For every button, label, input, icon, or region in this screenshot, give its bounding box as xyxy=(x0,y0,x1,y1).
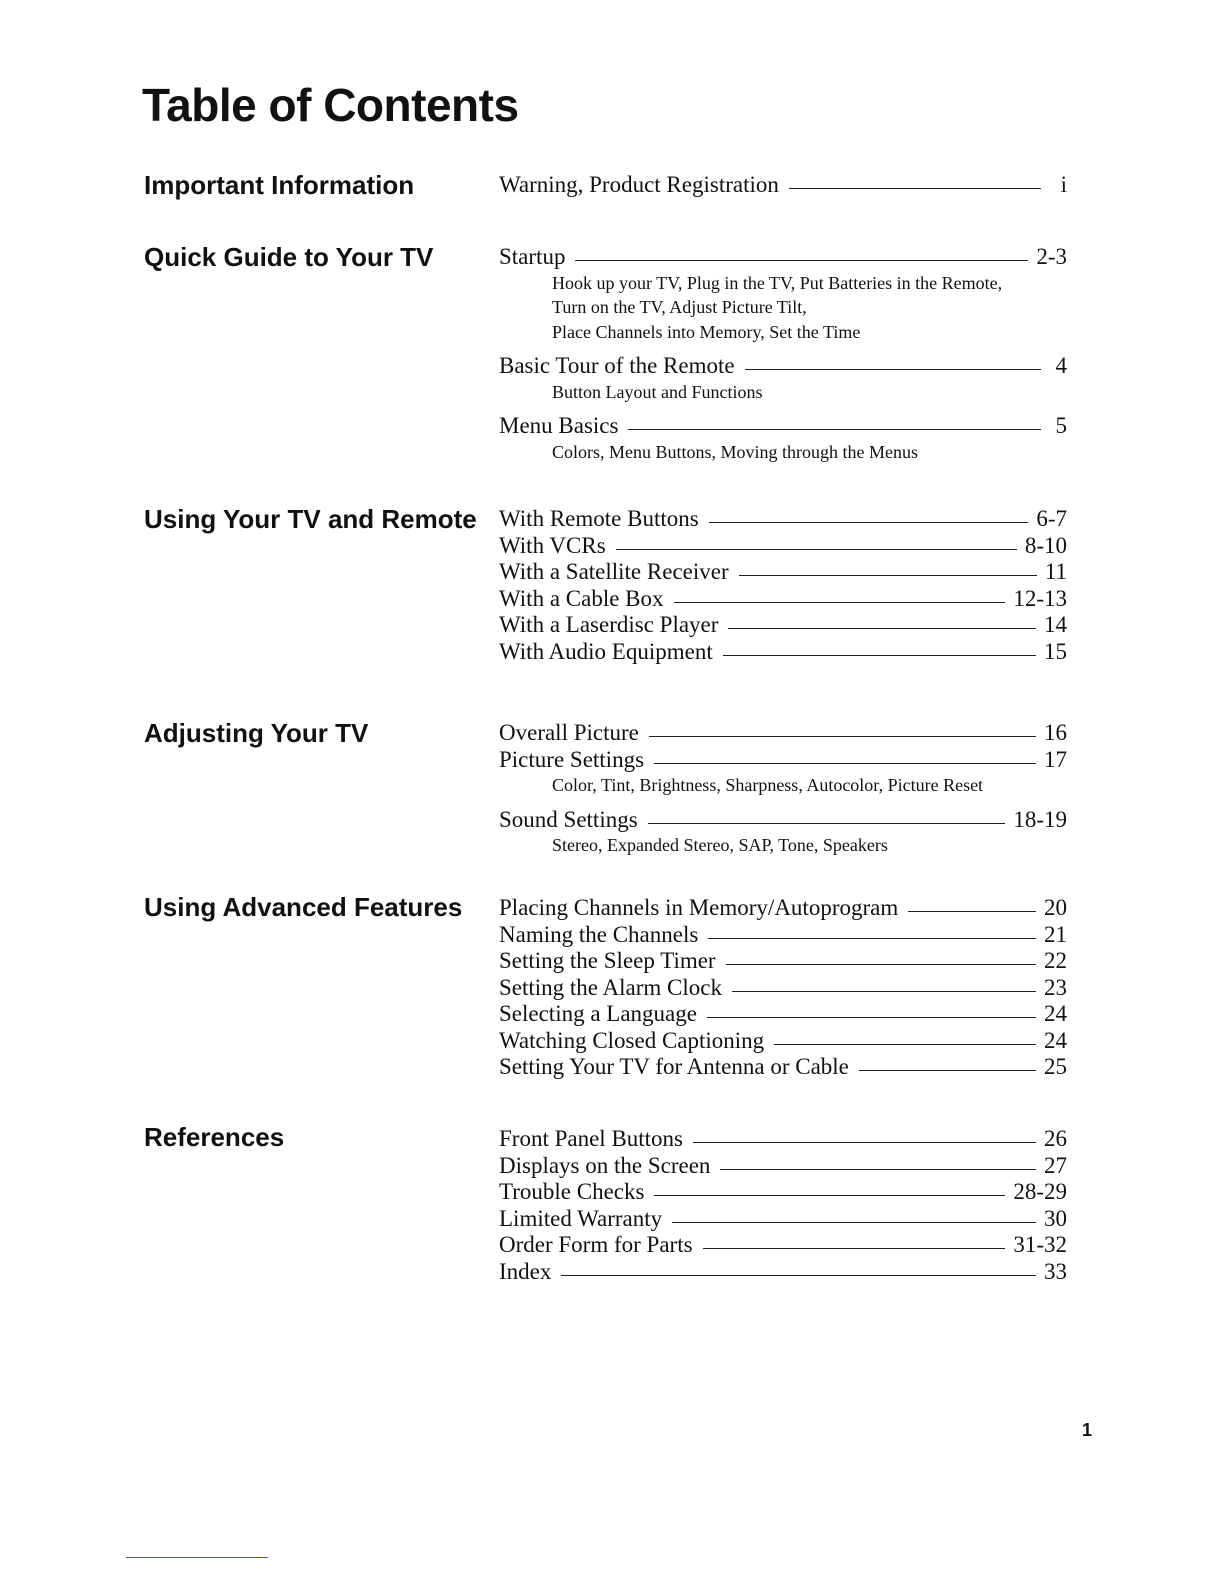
dot-leader xyxy=(654,763,1036,764)
toc-entry-description: Stereo, Expanded Stereo, SAP, Tone, Speakers xyxy=(552,835,888,855)
toc-entry-label: Warning, Product Registration xyxy=(499,172,779,197)
section-title-adjusting-tv: Adjusting Your TV xyxy=(144,718,369,748)
toc-entry[interactable] xyxy=(499,1028,1067,1055)
toc-entry-page: 25 xyxy=(1044,1054,1067,1079)
toc-entry[interactable] xyxy=(499,413,1067,440)
toc-entry[interactable] xyxy=(499,1259,1067,1286)
section-title-using-tv-remote: Using Your TV and Remote xyxy=(144,504,477,534)
toc-entry-label: With a Satellite Receiver xyxy=(499,559,729,584)
toc-entry-label: Startup xyxy=(499,244,566,269)
toc-entry-label: With VCRs xyxy=(499,532,606,558)
dot-leader xyxy=(774,1044,1036,1045)
dot-leader xyxy=(674,602,1006,603)
toc-entry[interactable] xyxy=(499,895,1067,922)
toc-entry[interactable] xyxy=(499,1126,1067,1153)
toc-entry-label: With a Laserdisc Player xyxy=(499,612,719,637)
toc-entry[interactable] xyxy=(499,506,1067,533)
section-entries-adjusting-tv xyxy=(499,720,1067,858)
footer-rule xyxy=(126,1557,268,1558)
toc-entry-label: Trouble Checks xyxy=(499,1179,645,1204)
toc-entry-page: 4 xyxy=(1055,353,1067,378)
dot-leader xyxy=(908,911,1036,912)
toc-entry-page: 15 xyxy=(1044,638,1067,664)
section-entries-important-information xyxy=(499,172,1067,199)
section-entries-advanced-features xyxy=(499,895,1067,1081)
toc-entry-description: Hook up your TV, Plug in the TV, Put Batteries in the Remote, xyxy=(552,272,1003,293)
section-title-important-information: Important Information xyxy=(144,170,415,200)
toc-entry-page: 24 xyxy=(1044,1001,1067,1026)
section-title-advanced-features: Using Advanced Features xyxy=(144,892,463,922)
dot-leader xyxy=(703,1248,1006,1249)
dot-leader xyxy=(707,1017,1036,1018)
toc-entry-label: Index xyxy=(499,1258,552,1284)
toc-entry[interactable] xyxy=(499,1054,1067,1081)
toc-entry[interactable] xyxy=(499,747,1067,774)
toc-entry-page: 21 xyxy=(1044,921,1067,947)
toc-entry-label: With Audio Equipment xyxy=(499,638,713,664)
toc-entry[interactable] xyxy=(499,1232,1067,1259)
dot-leader xyxy=(672,1222,1036,1223)
toc-entry-page: 18-19 xyxy=(1013,806,1067,832)
section-title-references: References xyxy=(144,1122,285,1152)
dot-leader xyxy=(628,429,1041,430)
toc-entry[interactable] xyxy=(499,559,1067,586)
toc-entry-label: Displays on the Screen xyxy=(499,1152,711,1178)
toc-entry[interactable] xyxy=(499,922,1067,949)
dot-leader xyxy=(575,260,1028,261)
dot-leader xyxy=(616,549,1017,550)
toc-entry[interactable] xyxy=(499,586,1067,613)
toc-entry[interactable] xyxy=(499,720,1067,747)
dot-leader xyxy=(745,369,1041,370)
toc-entry-page: 17 xyxy=(1044,746,1067,772)
dot-leader xyxy=(561,1275,1036,1276)
toc-entry-page: 27 xyxy=(1044,1152,1067,1178)
section-title-quick-guide: Quick Guide to Your TV xyxy=(144,242,434,272)
toc-entry-label: With Remote Buttons xyxy=(499,506,699,531)
toc-entry-page: 11 xyxy=(1044,559,1067,584)
toc-entry-page: 20 xyxy=(1044,895,1067,920)
toc-entry[interactable] xyxy=(499,1179,1067,1206)
toc-entry-label: Watching Closed Captioning xyxy=(499,1027,765,1053)
toc-entry-label: With a Cable Box xyxy=(499,585,664,611)
dot-leader xyxy=(709,522,1029,523)
toc-entry-page: 12-13 xyxy=(1013,585,1067,611)
toc-entry[interactable] xyxy=(499,533,1067,560)
toc-entry[interactable] xyxy=(499,975,1067,1002)
dot-leader xyxy=(648,823,1006,824)
toc-entry-page: 30 xyxy=(1044,1205,1067,1231)
dot-leader xyxy=(728,628,1036,629)
page-number: 1 xyxy=(1082,1420,1093,1440)
section-entries-quick-guide xyxy=(499,244,1067,464)
dot-leader xyxy=(693,1142,1036,1143)
toc-entry-label: Setting the Sleep Timer xyxy=(499,948,716,973)
toc-entry-label: Picture Settings xyxy=(499,746,645,772)
toc-entry-label: Menu Basics xyxy=(499,413,619,438)
toc-entry[interactable] xyxy=(499,612,1067,639)
toc-entry-page: 23 xyxy=(1044,974,1067,1000)
toc-entry[interactable] xyxy=(499,172,1067,199)
dot-leader xyxy=(726,964,1036,965)
dot-leader xyxy=(654,1195,1005,1196)
toc-entry-page: 24 xyxy=(1044,1027,1067,1053)
toc-entry-page: 16 xyxy=(1044,720,1067,745)
dot-leader xyxy=(859,1070,1036,1071)
toc-entry-page: 2-3 xyxy=(1036,244,1067,269)
toc-entry-label: Front Panel Buttons xyxy=(499,1126,684,1151)
toc-entry-page: 14 xyxy=(1044,612,1067,637)
dot-leader xyxy=(649,736,1036,737)
dot-leader xyxy=(708,938,1036,939)
section-entries-references xyxy=(499,1126,1067,1285)
toc-entry-label: Order Form for Parts xyxy=(499,1232,693,1257)
page-title: Table of Contents xyxy=(142,79,519,131)
toc-entry-description: Place Channels into Memory, Set the Time xyxy=(552,321,861,342)
toc-entry-page: 31-32 xyxy=(1013,1232,1067,1257)
toc-entry-page: 6-7 xyxy=(1036,506,1067,531)
toc-entry[interactable] xyxy=(499,1206,1067,1233)
toc-entry-label: Naming the Channels xyxy=(499,921,699,947)
toc-entry-label: Limited Warranty xyxy=(499,1205,663,1231)
toc-entry-page: 26 xyxy=(1044,1126,1067,1151)
toc-entry-page: 5 xyxy=(1055,413,1067,438)
dot-leader xyxy=(739,575,1037,576)
toc-entry-description: Button Layout and Functions xyxy=(552,381,763,402)
toc-entry-page: 22 xyxy=(1044,948,1067,973)
dot-leader xyxy=(789,188,1041,189)
toc-entry[interactable] xyxy=(499,353,1067,380)
toc-entry-description: Color, Tint, Brightness, Sharpness, Autocolor, Picture Reset xyxy=(552,775,984,795)
toc-entry-label: Setting Your TV for Antenna or Cable xyxy=(499,1054,849,1079)
dot-leader xyxy=(732,991,1036,992)
toc-entry-label: Selecting a Language xyxy=(499,1001,697,1026)
toc-entry-description: Turn on the TV, Adjust Picture Tilt, xyxy=(552,297,807,317)
toc-entry[interactable] xyxy=(499,1001,1067,1028)
toc-entry[interactable] xyxy=(499,244,1067,271)
toc-entry-label: Placing Channels in Memory/Autoprogram xyxy=(499,895,899,920)
toc-entry[interactable] xyxy=(499,639,1067,666)
toc-entry[interactable] xyxy=(499,1153,1067,1180)
dot-leader xyxy=(723,655,1036,656)
toc-entry-label: Sound Settings xyxy=(499,806,638,832)
toc-entry-page: 8-10 xyxy=(1024,532,1067,558)
toc-entry-label: Basic Tour of the Remote xyxy=(499,353,735,378)
toc-entry[interactable] xyxy=(499,807,1067,834)
section-entries-using-tv-remote xyxy=(499,506,1067,665)
toc-entry[interactable] xyxy=(499,948,1067,975)
toc-entry-label: Setting the Alarm Clock xyxy=(499,974,722,1000)
toc-entry-description: Colors, Menu Buttons, Moving through the Menus xyxy=(552,441,919,462)
toc-entry-page: 33 xyxy=(1044,1258,1067,1284)
toc-entry-page: 28-29 xyxy=(1013,1179,1067,1204)
toc-entry-page: i xyxy=(1060,172,1067,197)
toc-entry-label: Overall Picture xyxy=(499,720,639,745)
dot-leader xyxy=(720,1169,1036,1170)
